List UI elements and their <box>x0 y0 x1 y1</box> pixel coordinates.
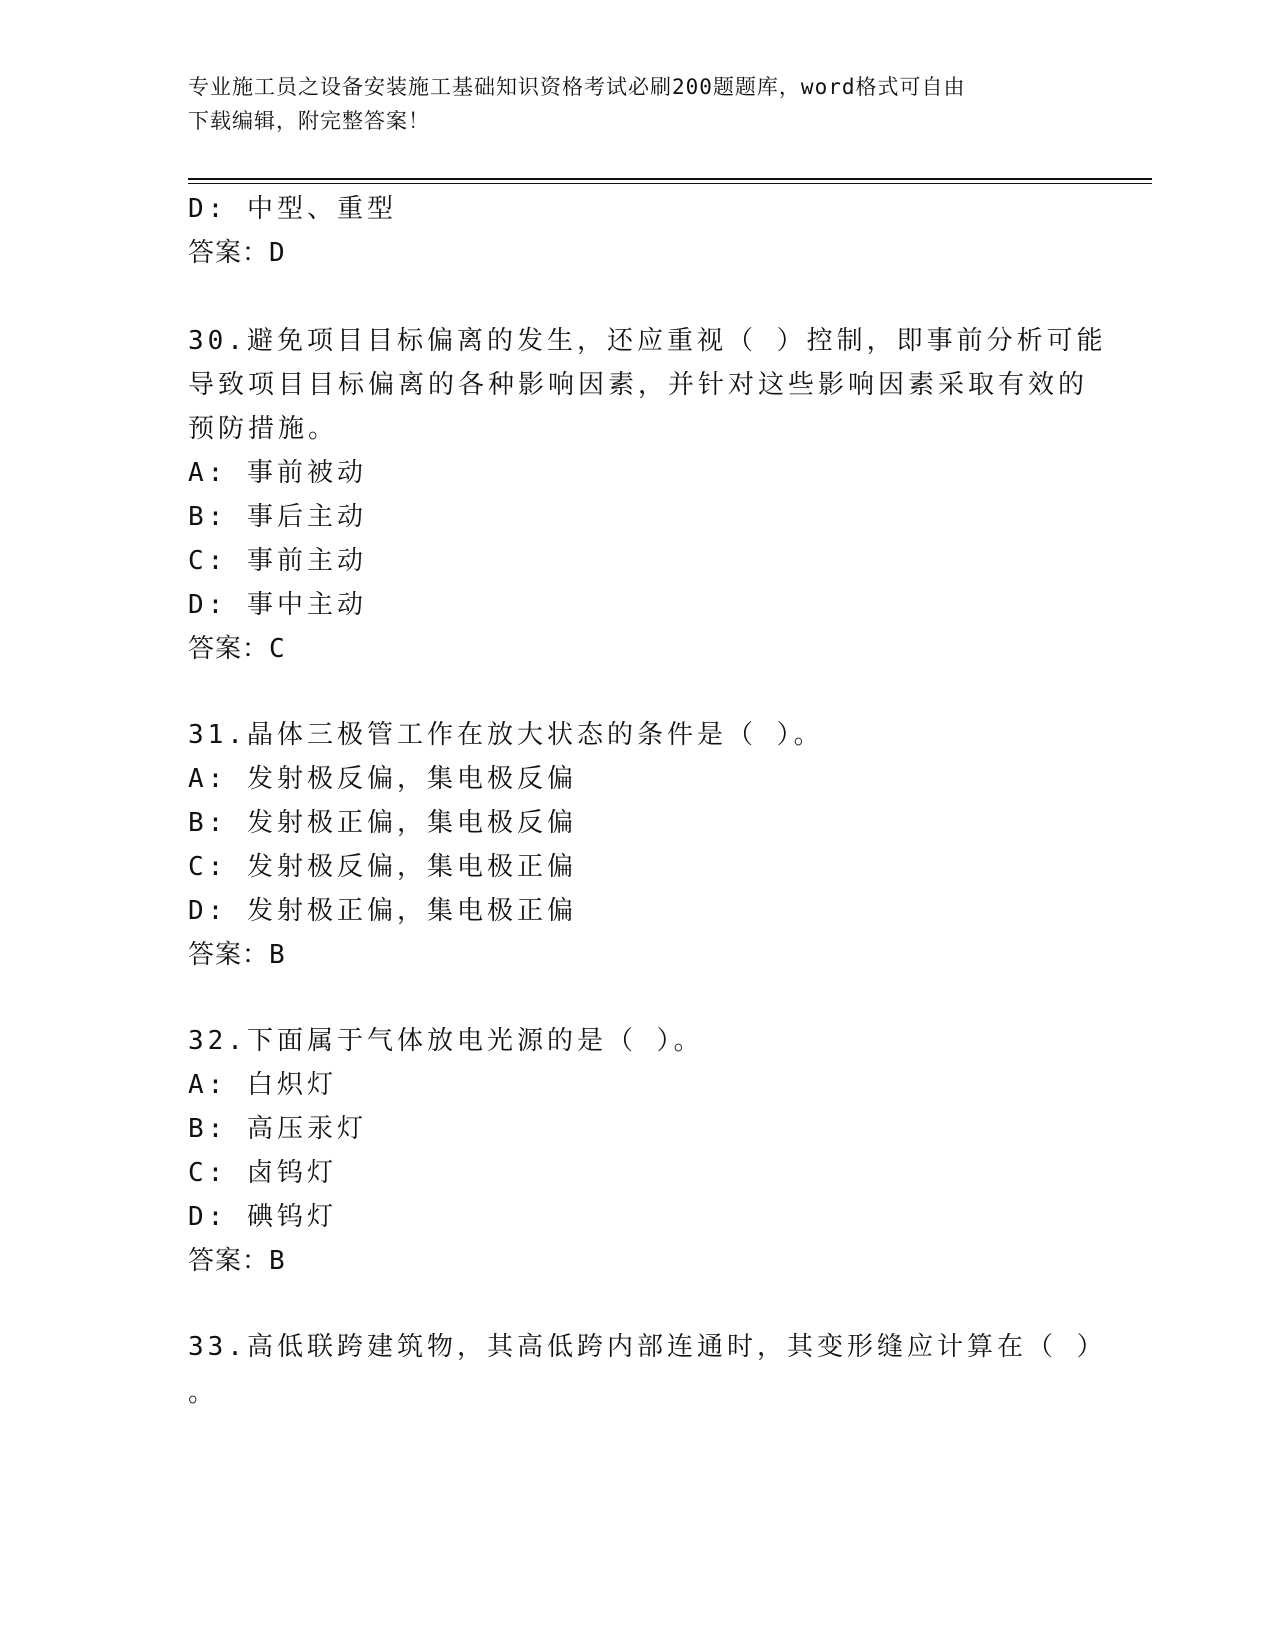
option-c: C: 事前主动 <box>188 546 367 576</box>
header-line-1: 专业施工员之设备安装施工基础知识资格考试必刷200题题库，word格式可自由 <box>188 75 966 99</box>
option-d: D: 事中主动 <box>188 590 367 620</box>
option-d: D: 发射极正偏，集电极正偏 <box>188 896 577 926</box>
header-line-2: 下载编辑，附完整答案！ <box>188 109 430 133</box>
answer-text: 答案：B <box>188 1246 286 1276</box>
option-a: A: 发射极反偏，集电极反偏 <box>188 764 577 794</box>
option-c: C: 卤钨灯 <box>188 1158 337 1188</box>
answer-text: 答案：B <box>188 940 286 970</box>
header-divider <box>188 178 1152 180</box>
option-d: D: 中型、重型 <box>188 194 397 224</box>
document-header <box>188 70 1088 138</box>
option-b: B: 高压汞灯 <box>188 1114 367 1144</box>
answer-text: 答案：C <box>188 634 286 664</box>
option-b: B: 事后主动 <box>188 502 367 532</box>
question-31-line-1: 31.晶体三极管工作在放大状态的条件是（ ）。 <box>188 720 824 750</box>
option-a: A: 事前被动 <box>188 458 367 488</box>
question-30-line-2: 导致项目目标偏离的各种影响因素，并针对这些影响因素采取有效的 <box>188 370 1089 400</box>
question-33-line-1: 33.高低联跨建筑物，其高低跨内部连通时，其变形缝应计算在（ ） <box>188 1332 1107 1362</box>
question-30-line-3: 预防措施。 <box>188 414 339 444</box>
option-d: D: 碘钨灯 <box>188 1202 337 1232</box>
option-b: B: 发射极正偏，集电极反偏 <box>188 808 577 838</box>
option-c: C: 发射极反偏，集电极正偏 <box>188 852 577 882</box>
option-a: A: 白炽灯 <box>188 1070 337 1100</box>
question-30-line-1: 30.避免项目目标偏离的发生，还应重视（ ）控制，即事前分析可能 <box>188 326 1107 356</box>
answer-text: 答案：D <box>188 238 286 268</box>
question-32-line-1: 32.下面属于气体放电光源的是（ ）。 <box>188 1026 704 1056</box>
question-33-line-2: 。 <box>188 1378 219 1408</box>
header-divider-thin <box>188 183 1152 184</box>
